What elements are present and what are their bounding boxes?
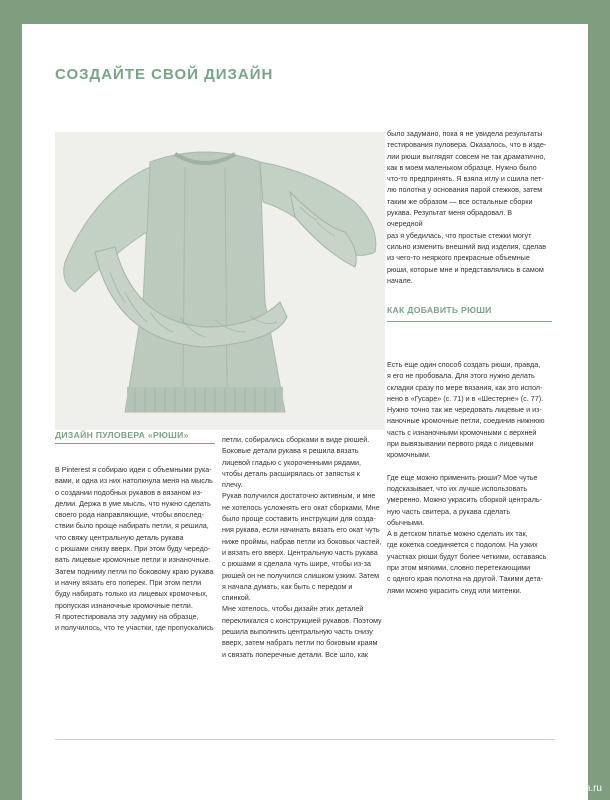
page-title: СОЗДАЙТЕ СВОЙ ДИЗАЙН [55, 66, 274, 83]
text-line: В Pinterest я собираю идеи с объемными рука- [55, 465, 212, 474]
text-line: складки сразу по мере вязания, как это испол- [387, 382, 543, 392]
column-right-top [387, 128, 547, 286]
text-line: умеренно. Можно украсить сборкой централь- [387, 495, 543, 505]
text-line: не хотелось усложнять его окат сборками. Мне [222, 502, 380, 512]
text-line: решила выполнить центральную часть снизу [222, 627, 373, 637]
text-line: рукава. Результат меня обрадовал. В очередной [387, 208, 513, 229]
text-line: вами, и одна из них натолкнула меня на мысль [55, 476, 213, 486]
text-line: о создании подобных рукавов в вязаном из- [55, 487, 203, 497]
text-line: Мне хотелось, чтобы дизайн этих деталей [222, 604, 364, 614]
text-line: тестирования пуловера. Оказалось, что в изде- [387, 140, 547, 150]
heading-text: ДИЗАЙН ПУЛОВЕРА «РЮШИ» [55, 430, 189, 440]
sweater-illustration [55, 132, 385, 430]
text-line: я начала думать, как быть с передом и спинкой. [222, 581, 353, 603]
text-line: своего рода направляющие, чтобы впослед- [55, 510, 204, 520]
text-line: пропуская изнаночные кромочные петли. [55, 600, 193, 610]
text-line: буду набирать только из лицевых кромочных, [55, 589, 208, 599]
text-line: Я протестировала эту задумку на образце, [55, 611, 199, 621]
text-line: как в моем маленьком образце. Нужно было [387, 162, 537, 172]
text-line: А в детском платье можно сделать их так, [387, 529, 528, 539]
text-line: начале. [387, 275, 413, 285]
text-line: раз я убедилась, что простые стежки могут [387, 230, 532, 240]
text-line: при этом мягкими, словно перетекающими [387, 563, 531, 573]
text-line: с одного края полотна на другой. Такими дета- [387, 574, 544, 584]
section-heading-ruffles [387, 305, 547, 322]
text-line: Где еще можно применить рюши? Мое чутье [387, 472, 538, 482]
text-line: лями можно украсить снуд или митенки. [387, 585, 522, 595]
text-line: участках рюши будут более четкими, оставаясь [387, 551, 547, 561]
text-line: лии рюши выглядят совсем не так драматично, [387, 151, 546, 161]
text-line: что свяжу центральную деталь рукава [55, 532, 184, 542]
text-line: где кокетка соединяется с подолом. На узких [387, 540, 538, 550]
watermark: PassionForum.ru [525, 783, 602, 794]
text-line: нено в «Гусаре» (с. 71) и в «Шестерне» (с. 77). [387, 393, 544, 403]
column-right-bottom [387, 359, 547, 596]
magazine-page [22, 24, 588, 800]
heading-rule [387, 321, 552, 322]
text-line: сильно изменить внешний вид изделия, сделав [387, 241, 547, 251]
column-middle [222, 434, 382, 660]
text-line: ную часть свитера, а рукава сделать обычными. [387, 506, 511, 527]
text-line: с рюшами снизу вверх. При этом буду чередо- [55, 544, 211, 554]
text-line: и связать поперечные детали. Все шло, как [222, 649, 369, 659]
heading-rule [55, 443, 215, 444]
text-line: лицевой гладью с укороченными рядами, [222, 457, 361, 467]
text-line: было проще составить инструкции для созда- [222, 514, 376, 524]
text-line: перекликался с конструкцией рукавов. Поэтому [222, 615, 382, 625]
text-line: что-то предпринять. Я взяла иглу и сшила пет- [387, 174, 544, 184]
text-line: и начну вязать его поперек. При этом петли [55, 577, 202, 587]
text-line: рюши, которые мне и представлялись в самом [387, 264, 544, 274]
text-line: вать лицевые кромочные петли и изнаночные. [55, 555, 211, 565]
text-line: рюшей он не получился слишком узким. Затем [222, 570, 380, 580]
text-line: кромочными. [387, 450, 431, 460]
bottom-divider [55, 739, 555, 740]
text-line: ниже проймы, набрав петли из боковых частей, [222, 536, 382, 546]
text-line: ния рукава, если начинать вязать его окат чуть [222, 525, 380, 535]
text-line: Рукав получился достаточно активным, и мне [222, 491, 376, 501]
text-line: часть с изнаночными кромочными с верхней [387, 427, 537, 437]
text-line: петли, собирались сборками в виде рюшей. [222, 435, 370, 444]
sweater-photo [55, 132, 385, 430]
text-line: ствии было проще набирать петли, я решила, [55, 521, 209, 531]
text-line: вверх, затем набрать петли по боковым краям [222, 638, 378, 648]
column-left [55, 464, 215, 633]
text-line: подсказывает, что их лучше использовать [387, 483, 528, 493]
heading-text: КАК ДОБАВИТЬ РЮШИ [387, 305, 492, 315]
text-line: лю полотна у основания парой стежков, затем [387, 185, 543, 195]
text-line: Боковые детали рукава я решила вязать [222, 446, 359, 456]
section-heading-pullover [55, 430, 215, 444]
text-line: и получилось, что те участки, где пропускались [55, 623, 214, 633]
text-line: я его не пробовала. Для этого нужно делать [387, 371, 535, 381]
text-line: наночные кромочные петли, соединив нижнюю [387, 416, 545, 426]
text-line: таким же образом — все остальные сборки [387, 196, 533, 206]
text-line: при вывязывании первого ряда с лицевыми [387, 439, 534, 449]
text-line: Затем подниму петли по боковому краю рукава [55, 566, 214, 576]
text-line: Нужно точно так же чередовать лицевые и из- [387, 405, 542, 415]
text-line: чтобы деталь расширялась от запястья к плечу. [222, 468, 360, 490]
text-line: Есть еще один способ создать рюши, правда, [387, 360, 541, 369]
text-line: с рюшами я сделала чуть шире, чтобы из-за [222, 559, 371, 569]
text-line: из чего-то неяркого прекрасные объемные [387, 253, 530, 263]
text-line: было задумано, пока я не увидела результаты [387, 129, 543, 138]
text-line: и вязать его вверх. Центральную часть рукава [222, 547, 378, 557]
text-line: делии. Держа в уме мысль, что нужно сделать [55, 498, 211, 508]
